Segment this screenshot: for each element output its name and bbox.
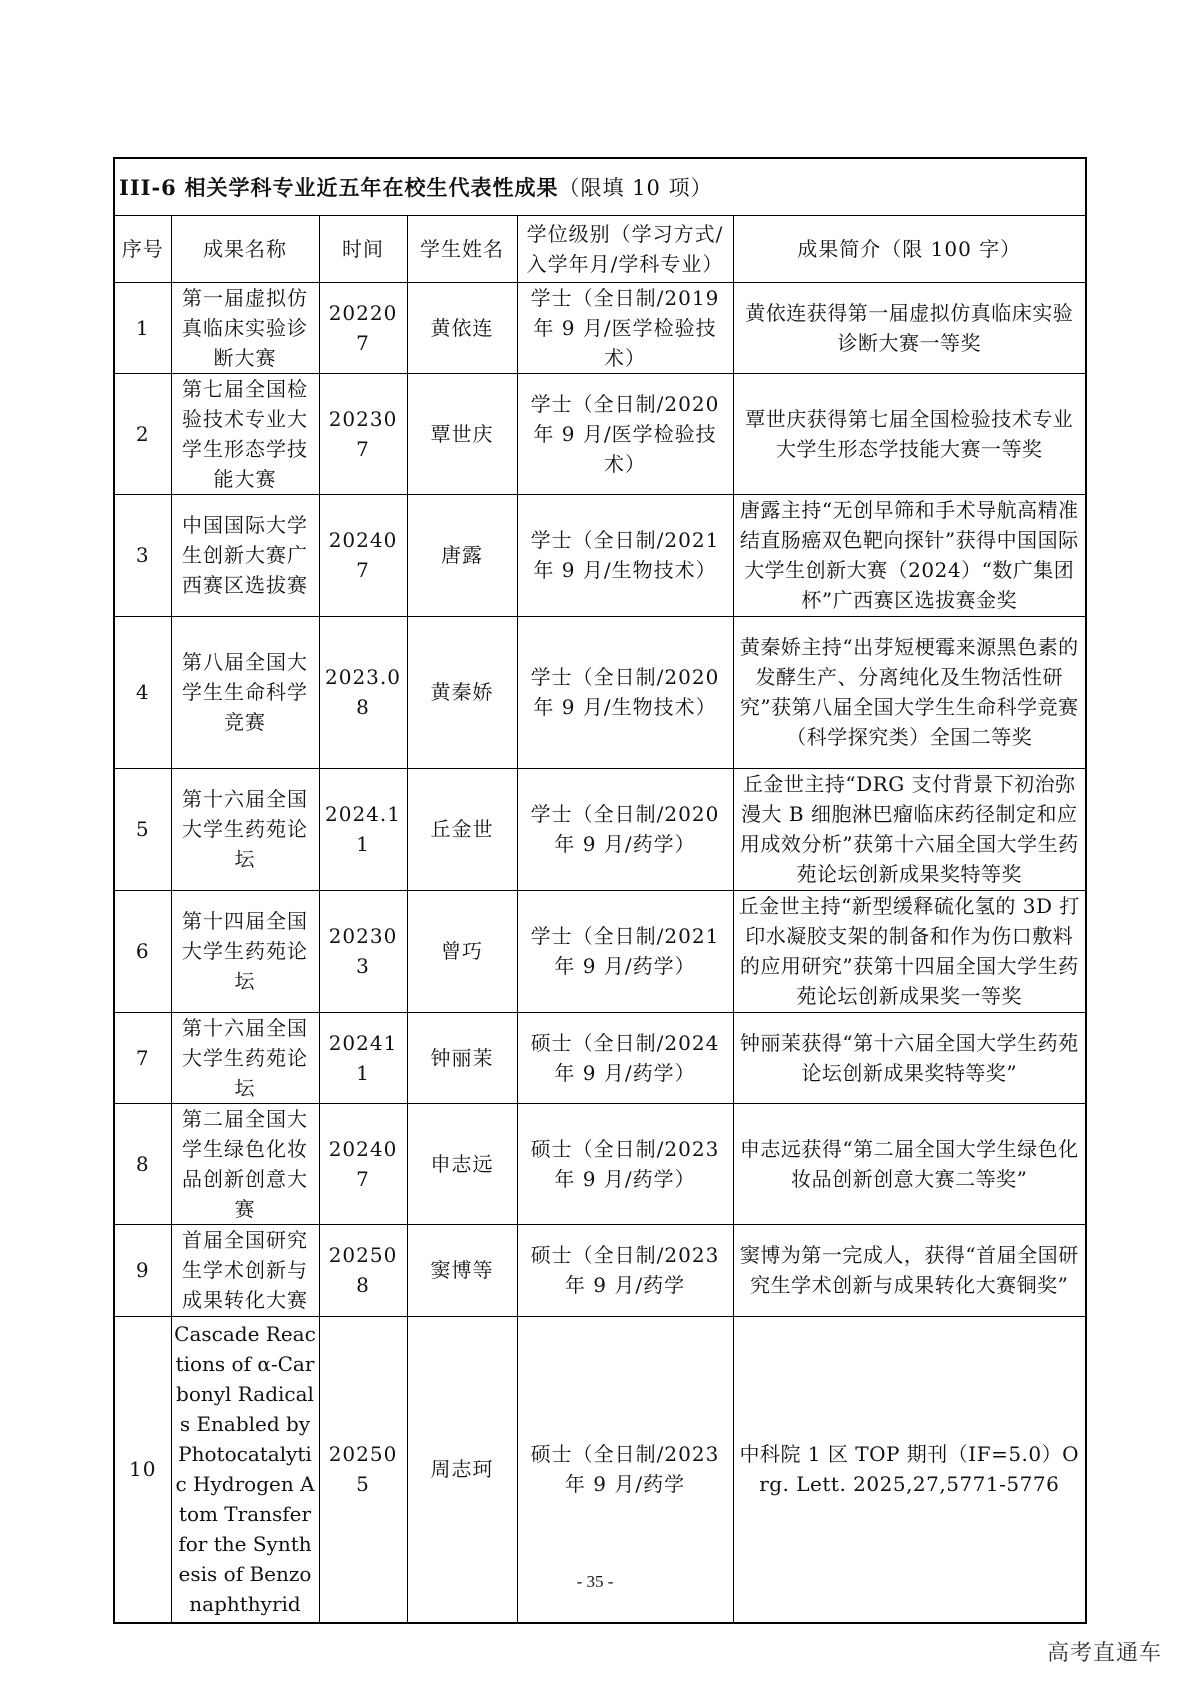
table-header-row <box>115 216 1085 282</box>
header-degree: 学位级别（学习方式/入学年月/学科专业） <box>517 216 733 282</box>
table-row <box>115 616 1085 768</box>
cell-desc: 窦博为第一完成人，获得“首届全国研究生学术创新与成果转化大赛铜奖” <box>733 1224 1085 1316</box>
cell-no: 8 <box>115 1103 171 1224</box>
cell-degree: 学士（全日制/2020 年 9 月/医学检验技术） <box>517 373 733 494</box>
cell-desc: 丘金世主持“新型缓释硫化氢的 3D 打印水凝胶支架的制备和作为伤口敷料的应用研究”获第十四届全国大学生药苑论坛创新成果奖一等奖 <box>733 890 1085 1012</box>
cell-name: Cascade Reactions of α-Carbonyl Radicals Enabled by Photocatalytic Hydrogen Atom Transfer for the Synthesis of Benzonaphthyrid <box>171 1316 319 1622</box>
cell-no: 10 <box>115 1316 171 1622</box>
achievements-sheet <box>113 157 1087 1624</box>
cell-no: 4 <box>115 616 171 768</box>
cell-degree: 学士（全日制/2020 年 9 月/生物技术） <box>517 616 733 768</box>
cell-student: 黄秦娇 <box>407 616 517 768</box>
cell-degree: 硕士（全日制/2023 年 9 月/药学） <box>517 1103 733 1224</box>
cell-no: 1 <box>115 282 171 373</box>
table-row <box>115 1012 1085 1103</box>
section-code: III-6 <box>119 174 177 200</box>
cell-name: 第八届全国大学生生命科学竞赛 <box>171 616 319 768</box>
cell-student: 钟丽茉 <box>407 1012 517 1103</box>
cell-time: 202407 <box>319 494 407 616</box>
cell-no: 3 <box>115 494 171 616</box>
table-row <box>115 768 1085 890</box>
cell-name: 第二届全国大学生绿色化妆品创新创意大赛 <box>171 1103 319 1224</box>
header-name: 成果名称 <box>171 216 319 282</box>
section-note: （限填 10 项） <box>558 176 713 200</box>
cell-desc: 黄依连获得第一届虚拟仿真临床实验诊断大赛一等奖 <box>733 282 1085 373</box>
cell-degree: 学士（全日制/2021 年 9 月/生物技术） <box>517 494 733 616</box>
cell-student: 曾巧 <box>407 890 517 1012</box>
cell-student: 唐露 <box>407 494 517 616</box>
cell-no: 7 <box>115 1012 171 1103</box>
cell-degree: 硕士（全日制/2023 年 9 月/药学 <box>517 1224 733 1316</box>
cell-time: 2023.08 <box>319 616 407 768</box>
cell-name: 首届全国研究生学术创新与成果转化大赛 <box>171 1224 319 1316</box>
cell-student: 申志远 <box>407 1103 517 1224</box>
cell-time: 202508 <box>319 1224 407 1316</box>
table-row <box>115 1224 1085 1316</box>
cell-desc: 申志远获得“第二届全国大学生绿色化妆品创新创意大赛二等奖” <box>733 1103 1085 1224</box>
cell-time: 202307 <box>319 373 407 494</box>
cell-desc: 黄秦娇主持“出芽短梗霉来源黑色素的发酵生产、分离纯化及生物活性研究”获第八届全国大学生生命科学竞赛（科学探究类）全国二等奖 <box>733 616 1085 768</box>
cell-degree: 硕士（全日制/2023 年 9 月/药学 <box>517 1316 733 1622</box>
cell-student: 覃世庆 <box>407 373 517 494</box>
cell-time: 202407 <box>319 1103 407 1224</box>
cell-no: 2 <box>115 373 171 494</box>
section-title <box>115 159 1085 216</box>
cell-student: 周志珂 <box>407 1316 517 1622</box>
cell-name: 中国国际大学生创新大赛广西赛区选拔赛 <box>171 494 319 616</box>
cell-degree: 学士（全日制/2019 年 9 月/医学检验技术） <box>517 282 733 373</box>
cell-desc: 覃世庆获得第七届全国检验技术专业大学生形态学技能大赛一等奖 <box>733 373 1085 494</box>
cell-student: 窦博等 <box>407 1224 517 1316</box>
cell-desc: 钟丽茉获得“第十六届全国大学生药苑论坛创新成果奖特等奖” <box>733 1012 1085 1103</box>
header-desc: 成果简介（限 100 字） <box>733 216 1085 282</box>
page-number: - 35 - <box>576 1572 614 1591</box>
cell-student: 丘金世 <box>407 768 517 890</box>
section-title-text: 相关学科专业近五年在校生代表性成果 <box>184 175 559 200</box>
cell-time: 2024.11 <box>319 768 407 890</box>
achievements-table <box>115 216 1085 1622</box>
cell-degree: 学士（全日制/2021 年 9 月/药学） <box>517 890 733 1012</box>
table-row <box>115 494 1085 616</box>
cell-student: 黄依连 <box>407 282 517 373</box>
cell-name: 第七届全国检验技术专业大学生形态学技能大赛 <box>171 373 319 494</box>
table-row <box>115 1103 1085 1224</box>
cell-desc: 中科院 1 区 TOP 期刊（IF=5.0）Org. Lett. 2025,27,5771-5776 <box>733 1316 1085 1622</box>
cell-no: 9 <box>115 1224 171 1316</box>
cell-time: 202207 <box>319 282 407 373</box>
cell-no: 5 <box>115 768 171 890</box>
cell-name: 第十六届全国大学生药苑论坛 <box>171 1012 319 1103</box>
table-row <box>115 282 1085 373</box>
cell-degree: 学士（全日制/2020 年 9 月/药学） <box>517 768 733 890</box>
header-time: 时间 <box>319 216 407 282</box>
header-student: 学生姓名 <box>407 216 517 282</box>
header-no: 序号 <box>115 216 171 282</box>
cell-name: 第十四届全国大学生药苑论坛 <box>171 890 319 1012</box>
table-row <box>115 373 1085 494</box>
cell-name: 第一届虚拟仿真临床实验诊断大赛 <box>171 282 319 373</box>
table-row <box>115 890 1085 1012</box>
cell-desc: 丘金世主持“DRG 支付背景下初治弥漫大 B 细胞淋巴瘤临床药径制定和应用成效分析”获第十六届全国大学生药苑论坛创新成果奖特等奖 <box>733 768 1085 890</box>
cell-time: 202505 <box>319 1316 407 1622</box>
cell-degree: 硕士（全日制/2024 年 9 月/药学） <box>517 1012 733 1103</box>
cell-name: 第十六届全国大学生药苑论坛 <box>171 768 319 890</box>
watermark-text: 高考直通车 <box>1046 1641 1162 1666</box>
cell-desc: 唐露主持“无创早筛和手术导航高精准结直肠癌双色靶向探针”获得中国国际大学生创新大赛（2024）“数广集团杯”广西赛区选拔赛金奖 <box>733 494 1085 616</box>
cell-time: 202411 <box>319 1012 407 1103</box>
cell-no: 6 <box>115 890 171 1012</box>
cell-time: 202303 <box>319 890 407 1012</box>
